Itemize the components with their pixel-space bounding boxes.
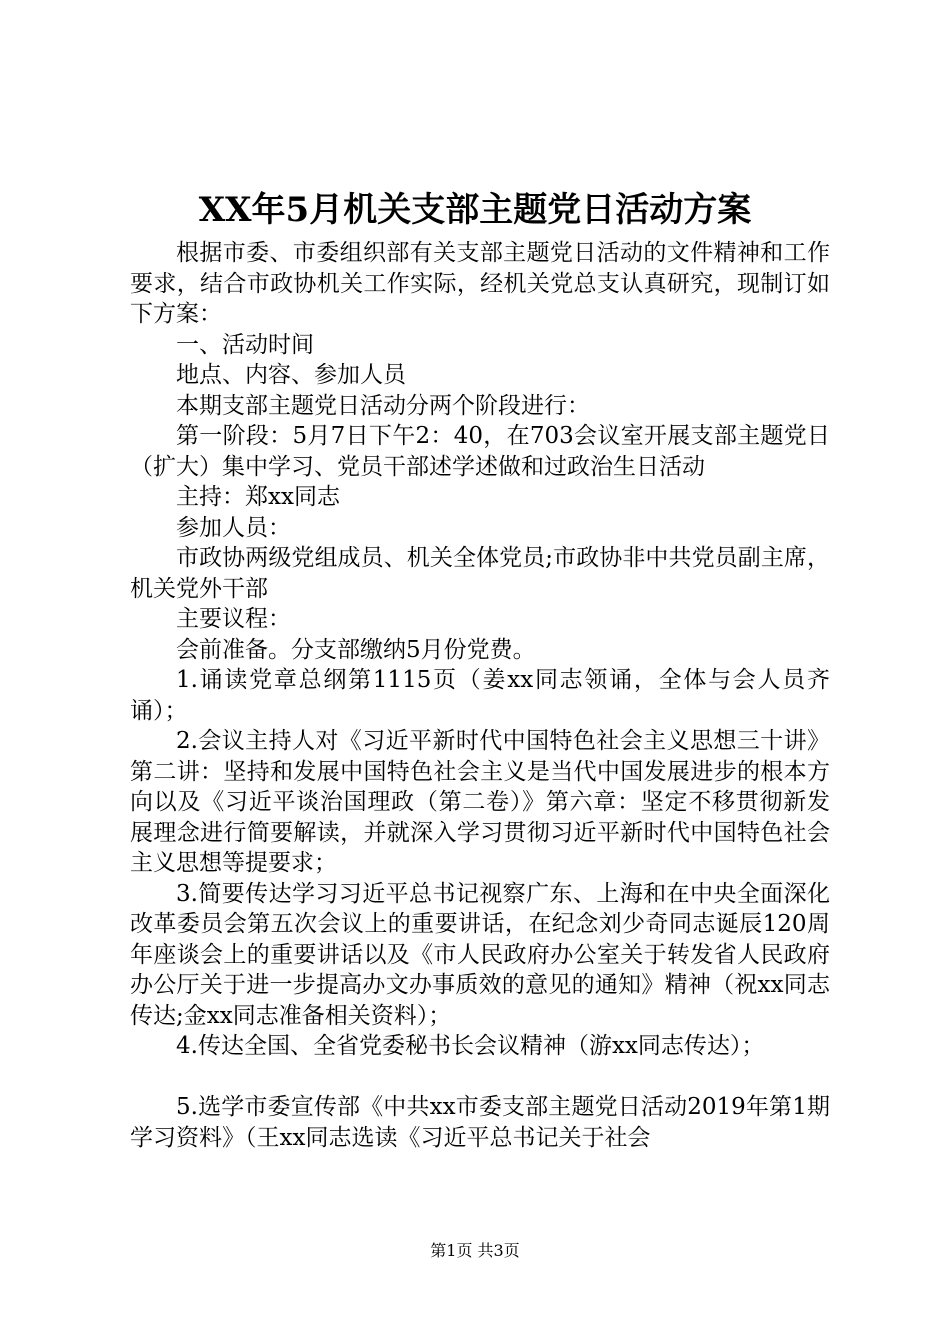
paragraph-section-time: 一、活动时间 <box>176 331 314 358</box>
document-title: XX年5月机关支部主题党日活动方案 <box>198 190 752 230</box>
page-footer: 第1页 共3页 <box>430 1241 520 1260</box>
paragraph-stages: 本期支部主题党日活动分两个阶段进行： <box>176 392 590 419</box>
paragraph-agenda-3: 3.简要传达学习习近平总书记视察广东、上海和在中央全面深化改革委员会第五次会议上的重要讲话，在纪念刘少奇同志诞辰120周年座谈会上的重要讲话以及《市人民政府办公室关于转发省人民政府办公厅关于进一步提高办文办事质效的意见的通知》精神（祝xx同志传达;金xx同志准备相关资料）； <box>130 880 830 1029</box>
paragraph-host: 主持：郑xx同志 <box>176 484 340 510</box>
paragraph-participants: 市政协两级党组成员、机关全体党员;市政协非中共党员副主席，机关党外干部 <box>130 545 830 602</box>
paragraph-agenda-1: 1.诵读党章总纲第1115页（姜xx同志领诵，全体与会人员齐诵）； <box>130 667 830 724</box>
paragraph-agenda-5: 5.选学市委宣传部《中共xx市委支部主题党日活动2019年第1期学习资料》（王xx同志选读《习近平总书记关于社会 <box>130 1094 830 1151</box>
paragraph-participants-label: 参加人员： <box>176 514 291 541</box>
paragraph-intro: 根据市委、市委组织部有关支部主题党日活动的文件精神和工作要求，结合市政协机关工作实际，经机关党总支认真研究，现制订如下方案： <box>130 240 830 327</box>
document-body <box>130 238 830 1153</box>
paragraph-agenda-label: 主要议程： <box>176 606 291 632</box>
paragraph-stage-one: 第一阶段：5月7日下午2：40，在703会议室开展支部主题党日（扩大）集中学习、党员干部述学述做和过政治生日活动 <box>130 423 830 480</box>
paragraph-preparation: 会前准备。分支部缴纳5月份党费。 <box>176 636 536 663</box>
blank-line <box>130 1062 830 1093</box>
paragraph-section-place: 地点、内容、参加人员 <box>176 362 406 388</box>
paragraph-agenda-4: 4.传达全国、全省党委秘书长会议精神（游xx同志传达）； <box>176 1033 765 1059</box>
paragraph-agenda-2: 2.会议主持人对《习近平新时代中国特色社会主义思想三十讲》第二讲：坚持和发展中国特色社会主义是当代中国发展进步的根本方向以及《习近平谈治国理政（第二卷）》第六章：坚定不移贯彻新发展理念进行简要解读，并就深入学习贯彻习近平新时代中国特色社会主义思想等提要求； <box>130 728 830 876</box>
